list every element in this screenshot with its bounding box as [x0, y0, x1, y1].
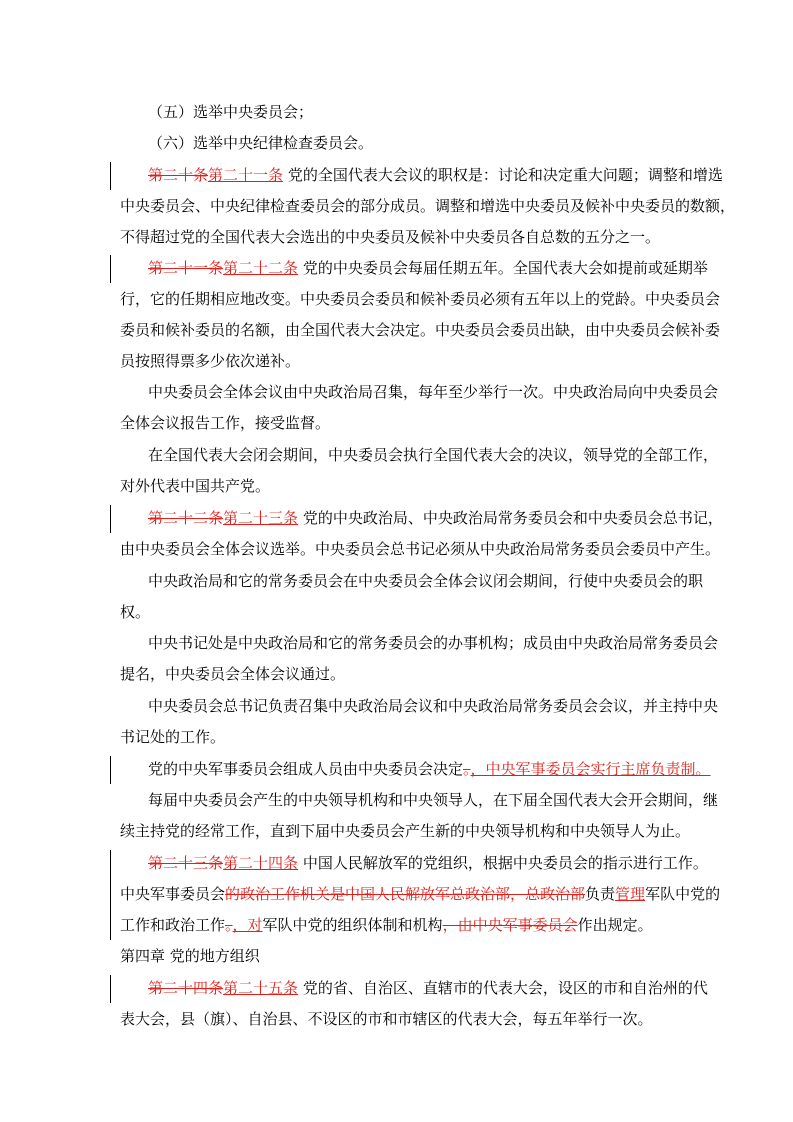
article-24-line-1 — [148, 848, 708, 878]
article-23-p6-line-1: 每届中央委员会产生的中央领导机构和中央领导人，在下届全国代表大会开会期间，继 — [148, 791, 719, 809]
article-23-p4-line-2: 书记处的工作。 — [120, 728, 226, 746]
article-22-line-3: 委员和候补委员的名额，由全国代表大会决定。中央委员会委员出缺，由中央委员会候补委 — [120, 321, 721, 339]
list-item-5: （五）选举中央委员会； — [148, 103, 314, 121]
article-23-p3-line-2: 提名，中央委员会全体会议通过。 — [120, 665, 346, 683]
inserted-article-number: 第二十四条 — [223, 854, 299, 872]
change-bar — [110, 255, 111, 283]
deleted-article-number: 第二十一条 — [148, 259, 224, 277]
deleted-article-number: 第二十条 — [148, 166, 209, 184]
article-25-line-1 — [148, 973, 708, 1003]
deleted-text: 。 — [225, 916, 233, 934]
article-22-p3-line-2: 对外代表中国共产党。 — [120, 477, 271, 495]
article-23-p6-line-2: 续主持党的经常工作，直到下届中央委员会产生新的中央领导机构和中央领导人为止。 — [120, 822, 691, 840]
deleted-article-number: 第二十二条 — [148, 509, 224, 527]
article-text: 党的省、自治区、直辖市的代表大会，设区的市和自治州的代 — [302, 979, 708, 997]
article-23-p2-line-2: 权。 — [120, 603, 151, 621]
inserted-article-number: 第二十一条 — [208, 166, 284, 184]
article-22-p3-line-1: 在全国代表大会闭会期间，中央委员会执行全国代表大会的决议，领导党的全部工作， — [148, 446, 719, 464]
article-23-p3-line-1: 中央书记处是中央政治局和它的常务委员会的办事机构；成员由中央政治局常务委员会 — [148, 634, 719, 652]
article-text: 军队中党的组织体制和机构 — [262, 916, 443, 934]
inserted-text: ，中央军事委员会实行主席负责制。 — [470, 760, 711, 778]
article-21-line-3: 不得超过党的全国代表大会选出的中央委员及候补中央委员各自总数的五分之一。 — [120, 228, 661, 246]
deleted-article-number: 第二十四条 — [148, 979, 224, 997]
article-23-p5-line-1 — [148, 754, 711, 784]
article-text: 党的中央委员会每届任期五年。全国代表大会如提前或延期举 — [302, 259, 708, 277]
inserted-article-number: 第二十二条 — [223, 259, 299, 277]
article-text: 中国人民解放军的党组织，根据中央委员会的指示进行工作。 — [302, 854, 708, 872]
article-text: 负责 — [585, 885, 616, 903]
deleted-text: ，由中央军事委员会 — [442, 916, 578, 934]
inserted-article-number: 第二十三条 — [223, 509, 299, 527]
article-23-line-1 — [148, 503, 723, 533]
article-22-line-4: 员按照得票多少依次递补。 — [120, 352, 301, 370]
article-text: 党的中央军事委员会组成人员由中央委员会决定 — [148, 760, 464, 778]
article-22-p2-line-1: 中央委员会全体会议由中央政治局召集，每年至少举行一次。中央政治局向中央委员会 — [148, 383, 719, 401]
article-23-p4-line-1: 中央委员会总书记负责召集中央政治局会议和中央政治局常务委员会会议，并主持中央 — [148, 697, 719, 715]
article-text: 中央军事委员会 — [120, 885, 226, 903]
article-23-p2-line-1: 中央政治局和它的常务委员会在中央委员会全体会议闭会期间，行使中央委员会的职 — [148, 572, 704, 590]
article-22-line-1 — [148, 253, 708, 283]
inserted-text: 管理 — [615, 885, 646, 903]
article-text: 军队中党的 — [645, 885, 721, 903]
change-bar — [110, 162, 111, 190]
article-25-line-2: 表大会，县（旗）、自治县、不设区的市和市辖区的代表大会，每五年举行一次。 — [120, 1010, 653, 1028]
article-22-p2-line-2: 全体会议报告工作，接受监督。 — [120, 414, 331, 432]
article-21-line-2: 中央委员会、中央纪律检查委员会的部分成员。调整和增选中央委员及候补中央委员的数额， — [120, 197, 736, 215]
list-item-6: （六）选举中央纪律检查委员会。 — [148, 134, 374, 152]
change-bar — [110, 505, 111, 533]
article-text: 党的全国代表大会议的职权是：讨论和决定重大问题；调整和增选 — [287, 166, 723, 184]
deleted-text: 的政治工作机关是中国人民解放军总政治部，总政治部 — [225, 885, 586, 903]
article-23-line-2: 由中央委员会全体会议选举。中央委员会总书记必须从中央政治局常务委员会委员中产生。 — [120, 540, 721, 558]
deleted-text: 。 — [463, 760, 471, 778]
article-text: 工作和政治工作 — [120, 916, 226, 934]
change-bar — [110, 756, 111, 784]
article-22-line-2: 行，它的任期相应地改变。中央委员会委员和候补委员必须有五年以上的党龄。中央委员会 — [120, 290, 721, 308]
article-24-line-2 — [120, 879, 721, 909]
chapter-heading: 第四章 党的地方组织 — [120, 947, 260, 965]
inserted-text: ，对 — [232, 916, 263, 934]
article-text: 党的中央政治局、中央政治局常务委员会和中央委员会总书记， — [302, 509, 723, 527]
deleted-article-number: 第二十三条 — [148, 854, 224, 872]
article-24-line-3 — [120, 910, 680, 940]
article-text: 作出规定。 — [577, 916, 653, 934]
change-bar — [110, 975, 111, 1003]
article-21-line-1 — [148, 160, 723, 190]
change-bar — [110, 850, 111, 940]
inserted-article-number: 第二十五条 — [223, 979, 299, 997]
